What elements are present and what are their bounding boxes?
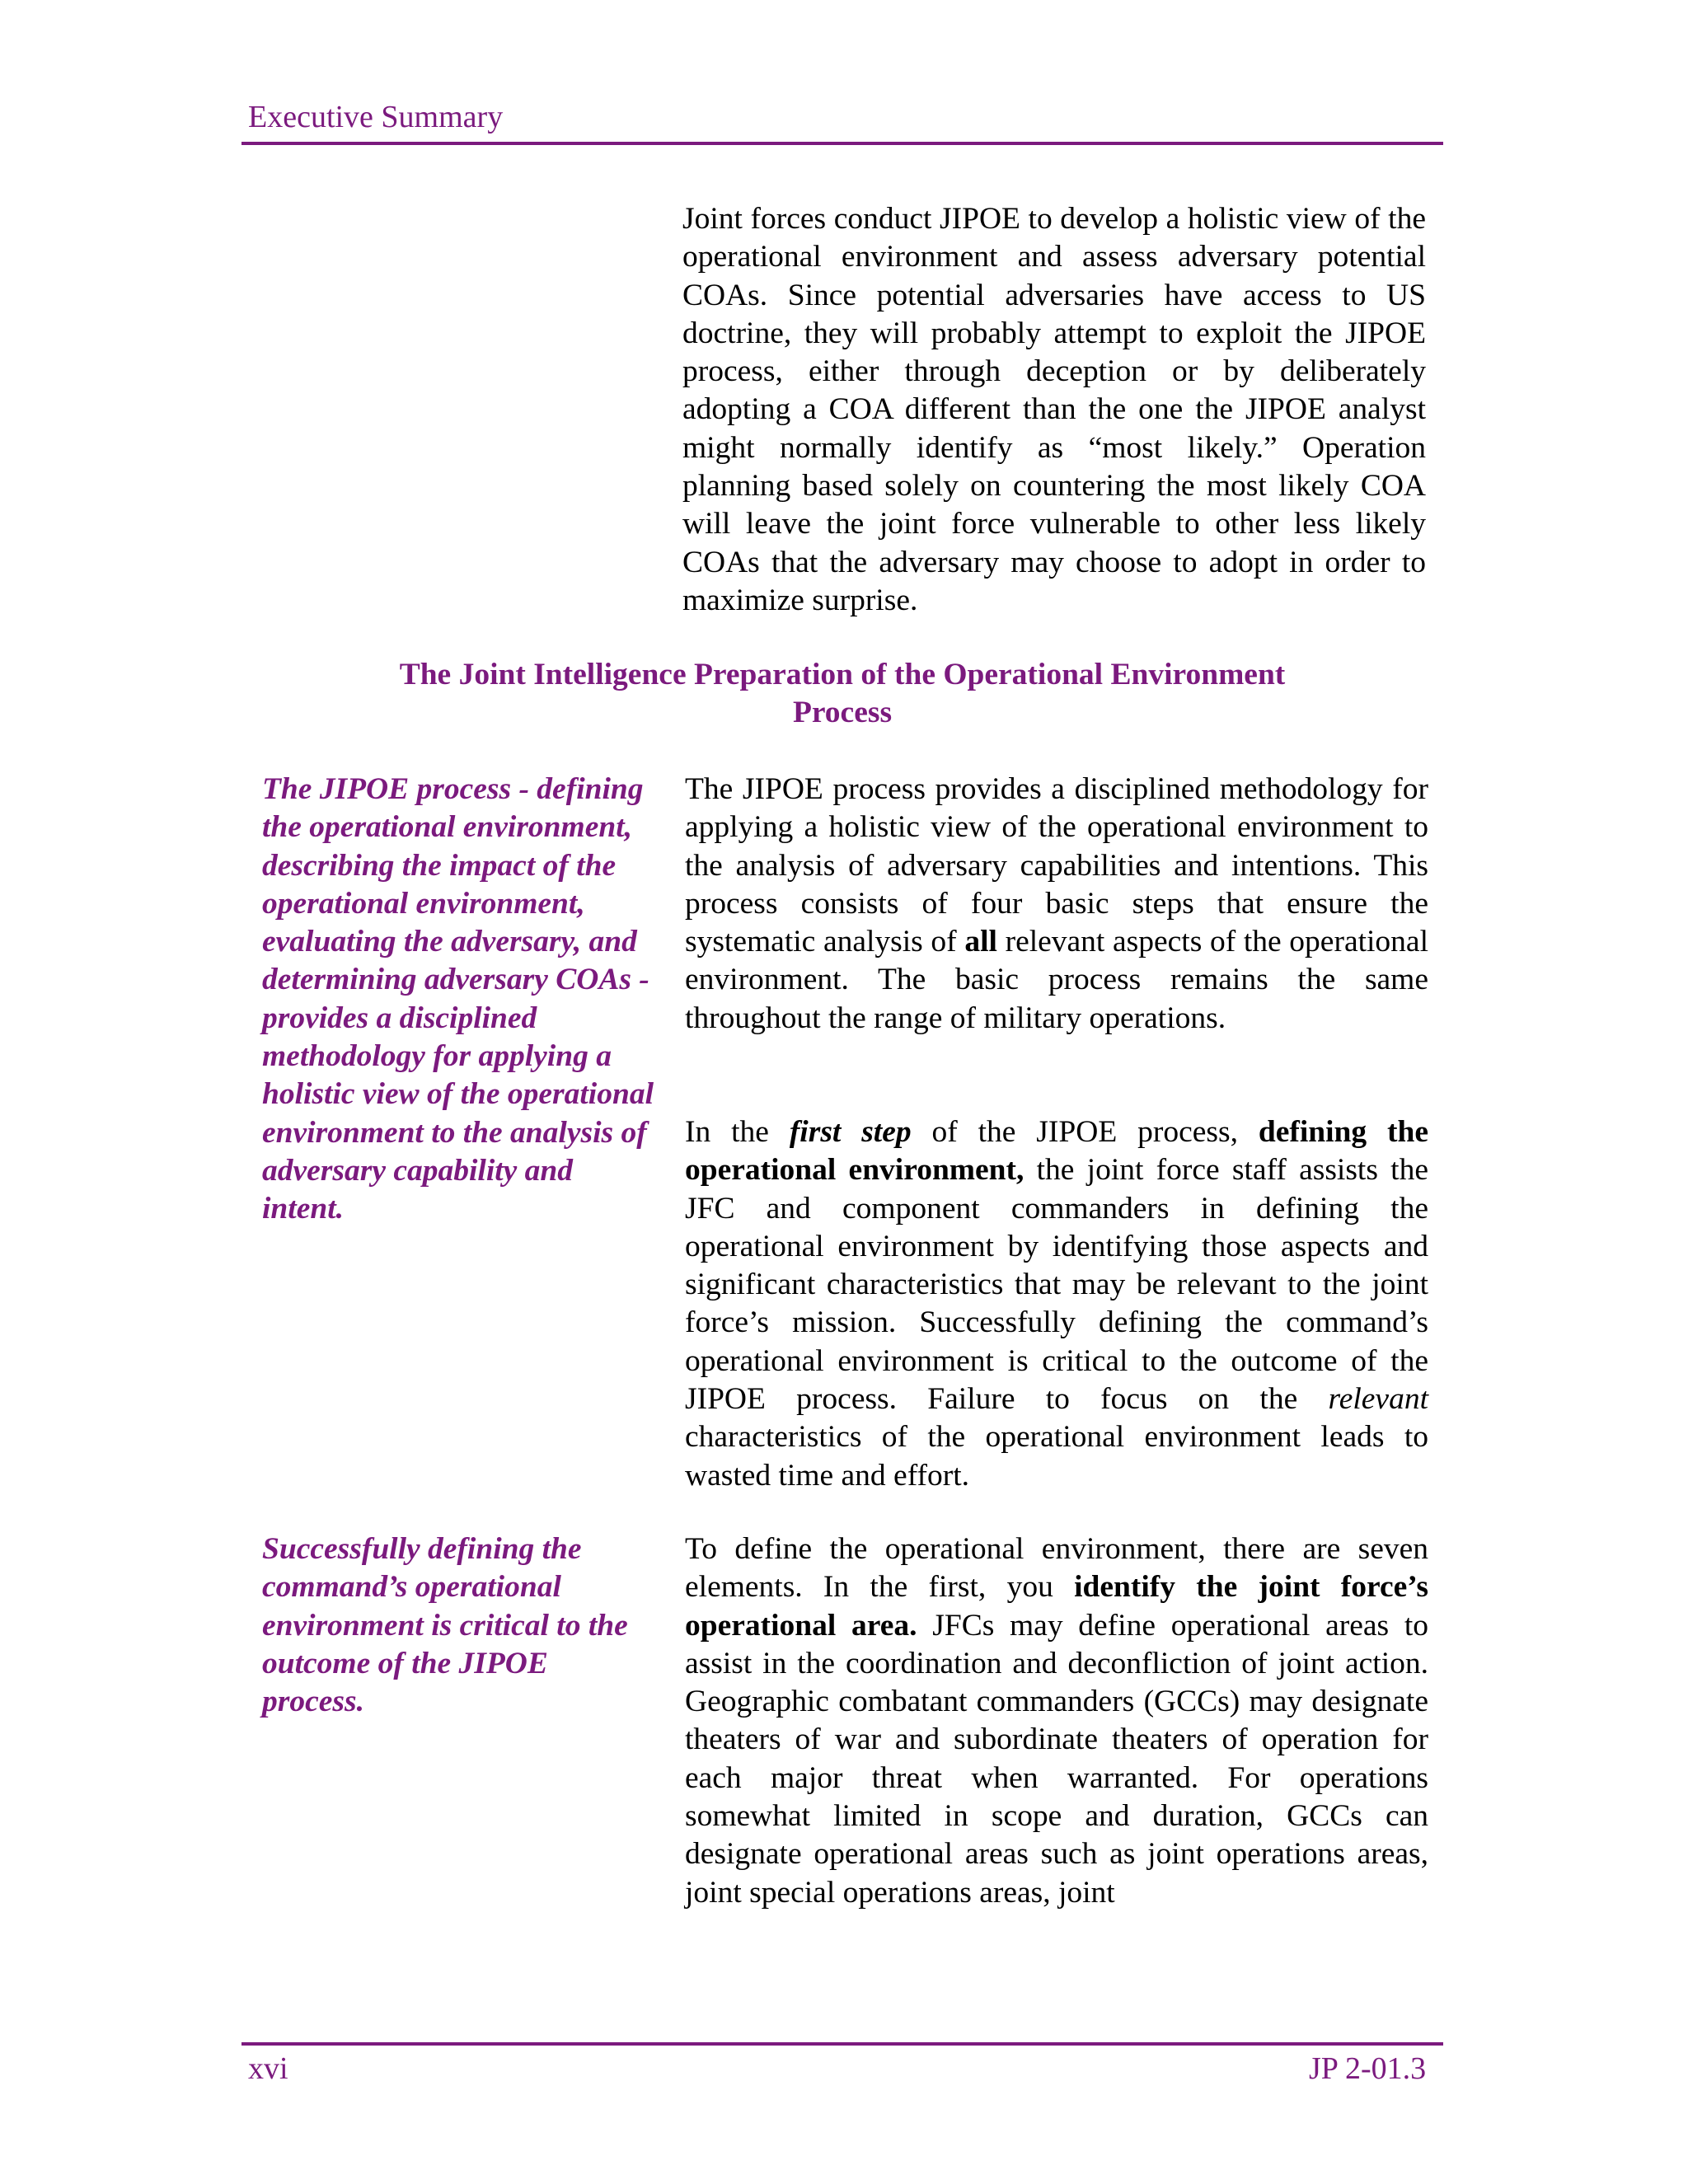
footer-page-number: xvi: [248, 2051, 288, 2086]
intro-paragraph-text: Joint forces conduct JIPOE to develop a holistic view of the operational environment and assess adversary potential COAs. Since potential adversaries have access to US doctrine, they will probably attempt to exploit the JIPOE process, either through deception or by deliberately adopting a COA different than the one the JIPOE analyst might normally identify as “most likely.” Operation planning based solely on countering the most likely COA will leave the joint force vulnerable to other less likely COAs that the adversary may choose to adopt in order to maximize surprise.: [682, 202, 1426, 617]
margin-note-defining-environment: Successfully defining the command’s operational environment is critical to the outcome of the JIPOE process.: [262, 1532, 628, 1719]
section-heading: [241, 656, 1443, 732]
first-step-paragraph: [685, 1113, 1428, 1495]
first-step-text-4: characteristics of the operational environment leads to wasted time and effort.: [685, 1420, 1428, 1493]
elements-text-2: JFCs may define operational areas to assist in the coordination and deconfliction of joint action. Geographic combatant commanders (GCCs) may designate theaters of war and subordinate theaters of operation for each major threat when warranted. For operations somewhat limited in scope and duration, GCCs can designate operational areas such as joint operations areas, joint special operations areas, joint: [685, 1608, 1428, 1910]
methodology-paragraph: [685, 771, 1428, 1038]
first-step-text-2: of the JIPOE process,: [911, 1115, 1259, 1149]
elements-paragraph: [685, 1530, 1428, 1912]
section-heading-line-2: Process: [792, 696, 893, 729]
running-header: Executive Summary: [248, 100, 504, 134]
first-step-italic-relevant: relevant: [1328, 1382, 1428, 1417]
intro-paragraph: [682, 200, 1426, 620]
first-step-bold-defining: defining the operational environment,: [685, 1115, 1428, 1188]
methodology-text-1: The JIPOE process provides a disciplined methodology for applying a holistic view of the operational environment to the analysis of adversary capabilities and intentions. This process consists of four basic steps that ensure the systematic analysis of: [685, 772, 1428, 959]
footer-publication: JP 2-01.3: [1309, 2051, 1427, 2086]
footer-rule: [241, 2042, 1443, 2046]
elements-bold-operational-area: identify the joint force’s operational area.: [685, 1570, 1428, 1643]
methodology-text-2: relevant aspects of the operational environment. The basic process remains the same throughout the range of military operations.: [685, 925, 1428, 1035]
header-rule: [241, 142, 1443, 145]
elements-text-1: To define the operational environment, there are seven elements. In the first, you: [685, 1532, 1428, 1605]
section-heading-line-1: The Joint Intelligence Preparation of the Operational Environment: [399, 658, 1286, 691]
margin-note-jipoe-process: The JIPOE process - defining the operational environment, describing the impact of the operational environment, evaluating the adversary, and determining adversary COAs - provides a disciplined methodology for applying a holistic view of the operational environment to the analysis of adversary capability and intent.: [262, 772, 654, 1226]
first-step-text-1: In the: [685, 1115, 790, 1149]
methodology-bold-all: all: [964, 925, 997, 959]
first-step-text-3: the joint force staff assists the JFC and component commanders in defining the operational environment by identifying those aspects and significant characteristics that may be relevant to the joint force’s mission. Successfully defining the command’s operational environment is critical to the outcome of the JIPOE process. Failure to focus on the: [685, 1153, 1428, 1417]
first-step-emphasis: first step: [789, 1115, 912, 1149]
